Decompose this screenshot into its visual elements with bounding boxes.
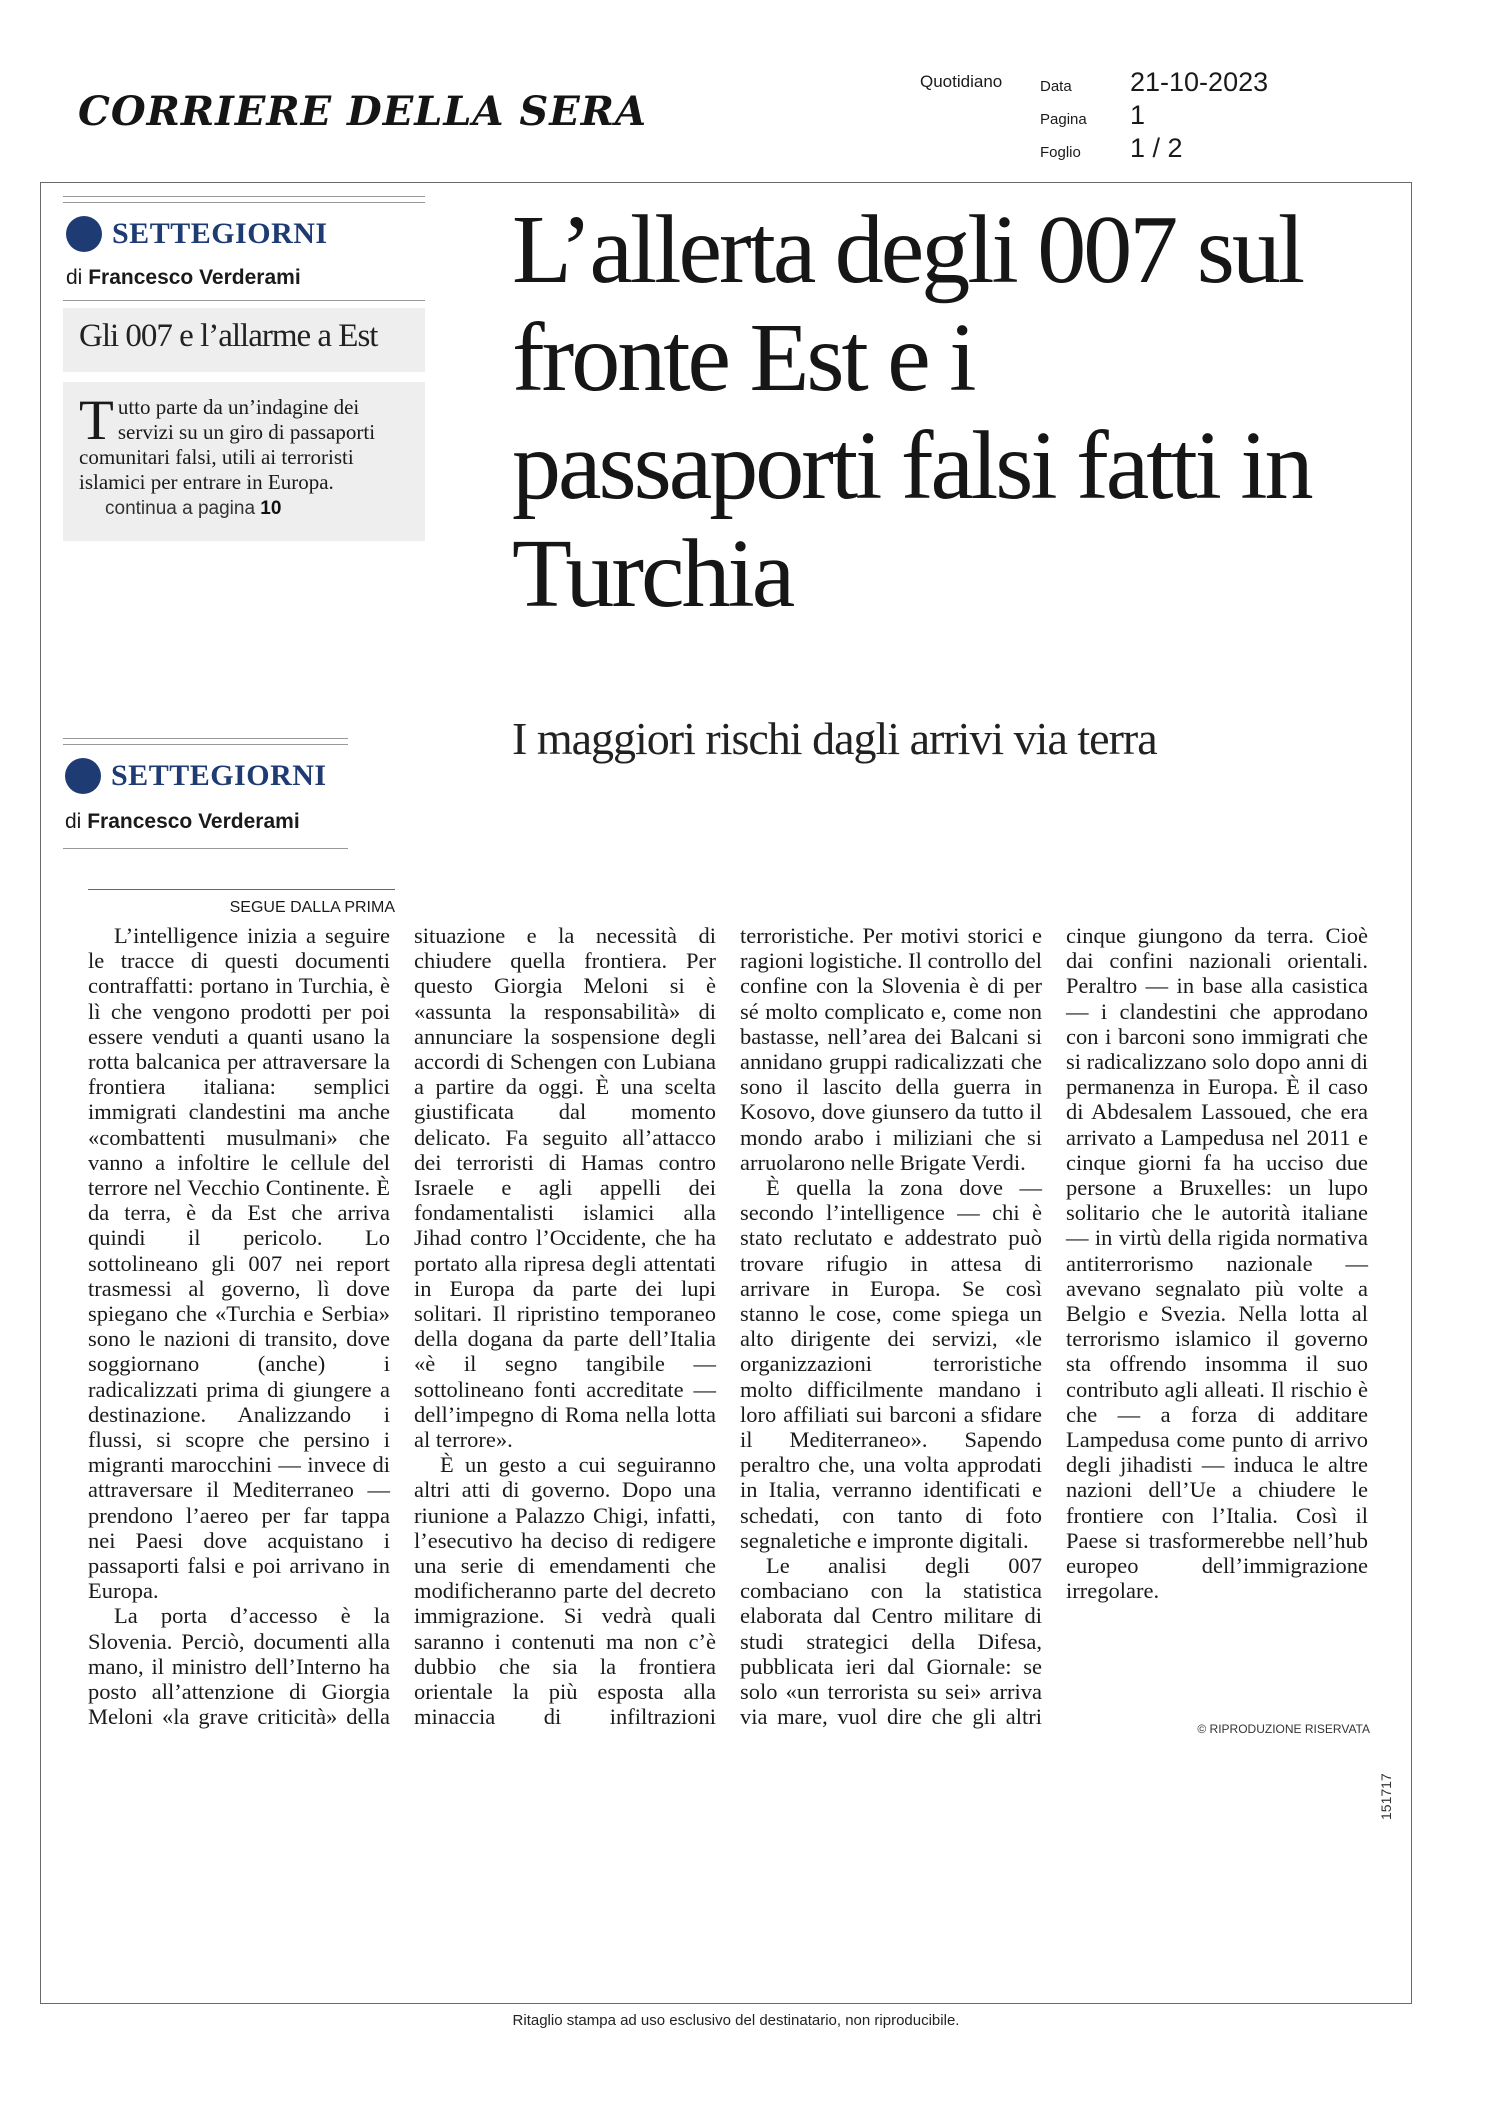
footer-disclaimer: Ritaglio stampa ad uso esclusivo del destinatario, non riproducibile. (512, 2012, 960, 2029)
meta-sheet-label: Foglio (1040, 144, 1081, 161)
article-byline (65, 810, 300, 834)
summary-text-band (63, 382, 425, 541)
deck: I maggiori rischi dagli arrivi via terra (512, 713, 1157, 764)
continue-text: continua a pagina (105, 498, 256, 519)
summary-text-block (79, 389, 412, 521)
headline: L’allerta degli 007 sul fronte Est e i passaporti falsi fatti in Turchia (512, 196, 1311, 628)
article-paragraph: È un gesto a cui seguiranno altri atti di governo. Dopo una riunione a Palazzo Chigi, infatti, l’esecutivo ha deciso di redigere una serie di emendamenti che modificheranno parte del decreto immigrazione. Si vedrà quali saranno i contenuti ma non c’è dubbio che sia la frontiera orientale la più esposta alla minaccia di infiltrazioni terroristiche. Per motivi storici e ragioni logistiche. Il controllo del confine con la Slovenia è di per sé molto complicato e, come non bastasse, nell’area dei Balcani si annidano gruppi radicalizzati che sono il lascito della guerra in Kosovo, dove giunsero da tutto il mondo arabo i miliziani che si arruolarono nelle Brigate Verdi. (414, 923, 1042, 1730)
summary-byline-prefix: di (66, 266, 83, 289)
article-paragraph: La porta d’accesso è la Slovenia. Perciò, documenti alla mano, il ministro dell’Interno ha posto all’attenzione di Giorgia Meloni «la grave criticità» della situazione e la necessità di chiudere quella frontiera. Per questo Giorgia Meloni si è «assunta la responsabilità» di annunciare la sospensione degli accordi di Schengen con Lubiana a partire da oggi. È una scelta giustificata dal momento delicato. Fa seguito all’attacco dei terroristi di Hamas contro Israele e agli appelli dei fondamentalisti islamici alla Jihad contro l’Occidente, che ha portato alla ripresa degli attentati in Europa da parte dei lupi solitari. Il ripristino temporaneo della dogana da parte dell’Italia «è il segno tangibile — sottolineano fonti accreditate — dell’impegno di Roma nella lotta al terrore». (88, 923, 716, 1730)
meta-sheet-value: 1 / 2 (1130, 133, 1183, 163)
publication-type: Quotidiano (920, 72, 1003, 91)
article-paragraph: Le analisi degli 007 combaciano con la statistica elaborata dal Centro militare di studi strategici della Difesa, pubblicata ieri dal Giornale: se solo «un terrorista su sei» arriva via mare, vuol dire che gli altri cinque giungono da terra. Cioè dai confini nazionali orientali. Peraltro — in base alla casistica — i clandestini che approdano con i barconi sono immigrati che si radicalizzano solo dopo anni di permanenza in Europa. È il caso di Abdesalem Lassoued, che era arrivato a Lampedusa nel 2011 e cinque giorni fa ha ucciso due persone a Bruxelles: un lupo solitario che le autorità italiane — in virtù della rigida normativa antiterrorismo nazionale — avevano segnalato più volte a Belgio e Svezia. Nella lotta al terrorismo islamico il governo sta offrendo insomma il suo contributo agli alleati. Il rischio è che — a forza di additare Lampedusa come punto di arrivo degli jihadisti — induca le altre nazioni dell’Ue a chiudere le frontiere con l’Italia. Così il Paese si trasformerebbe nell’hub europeo dell’immigrazione irregolare. (740, 923, 1368, 1730)
article-paragraph: È quella la zona dove — secondo l’intelligence — chi è stato reclutato e addestrato può trovare rifugio in attesa di arrivare in Europa. Se così stanno le cose, come spiega un alto dirigente dei servizi, «le organizzazioni terroristiche molto difficilmente mandano i loro affiliati sui barconi a sfidare il Mediterraneo». Sapendo peraltro che, una volta approdati in Italia, verranno identificati e schedati, con tanto di foto segnaletiche e impronte digitali. (740, 1175, 1042, 1553)
continue-reference (105, 498, 281, 519)
summary-subhead: Gli 007 e l’allarme a Est (79, 318, 378, 354)
summary-section-label: SETTEGIORNI (112, 217, 328, 250)
summary-dropcap: T (79, 389, 114, 452)
article-section-label: SETTEGIORNI (111, 759, 327, 792)
summary-subhead-band (63, 308, 425, 372)
summary-author: Francesco Verderami (88, 266, 301, 289)
summary-box (63, 196, 425, 541)
segue-label: SEGUE DALLA PRIMA (88, 889, 395, 917)
section-dot-icon (66, 216, 102, 252)
meta-date-label: Data (1040, 78, 1072, 95)
article-author: Francesco Verderami (87, 810, 300, 833)
article-section-title (65, 758, 327, 794)
section-dot-icon (65, 758, 101, 794)
article-byline-prefix: di (65, 810, 82, 833)
continue-page: 10 (260, 498, 282, 519)
meta-page-label: Pagina (1040, 111, 1087, 128)
meta-date-value: 21-10-2023 (1130, 67, 1269, 97)
summary-byline (66, 266, 301, 290)
summary-text: utto parte da un’indagine dei servizi su un giro di passaporti comunitari falsi, utili ai terroristi islamici per entrare in Europa. (79, 395, 376, 494)
article-paragraph: L’intelligence inizia a seguire le tracce di questi documenti contraffatti: portano in Turchia, è lì che vengono prodotti per poi essere venduti a quanti usano la rotta balcanica per attraversare la frontiera italiana: semplici immigrati clandestini ma anche «combattenti musulmani» che vanno a infoltire le cellule del terrore nel Vecchio Continente. È da terra, è da Est che arriva quindi il pericolo. Lo sottolineano gli 007 nei report trasmessi al governo, lì dove spiegano che «Turchia e Serbia» sono le nazioni di transito, dove soggiornano (anche) i radicalizzati prima di giungere a destinazione. Analizzando i flussi, si scopre che persino i migranti marocchini — invece di attraversare il Mediterraneo — prendono l’aereo per far tappa nei Paesi dove acquistano i passaporti falsi e poi arrivano in Europa. (88, 923, 390, 1604)
copyright-notice: © RIPRODUZIONE RISERVATA (1197, 1722, 1370, 1736)
meta-page-value: 1 (1130, 100, 1146, 130)
document-code: 151717 (1378, 1773, 1394, 1820)
summary-section-header (66, 216, 328, 252)
article-body (88, 923, 1368, 1733)
masthead: CORRIERE DELLA SERA (78, 88, 648, 135)
